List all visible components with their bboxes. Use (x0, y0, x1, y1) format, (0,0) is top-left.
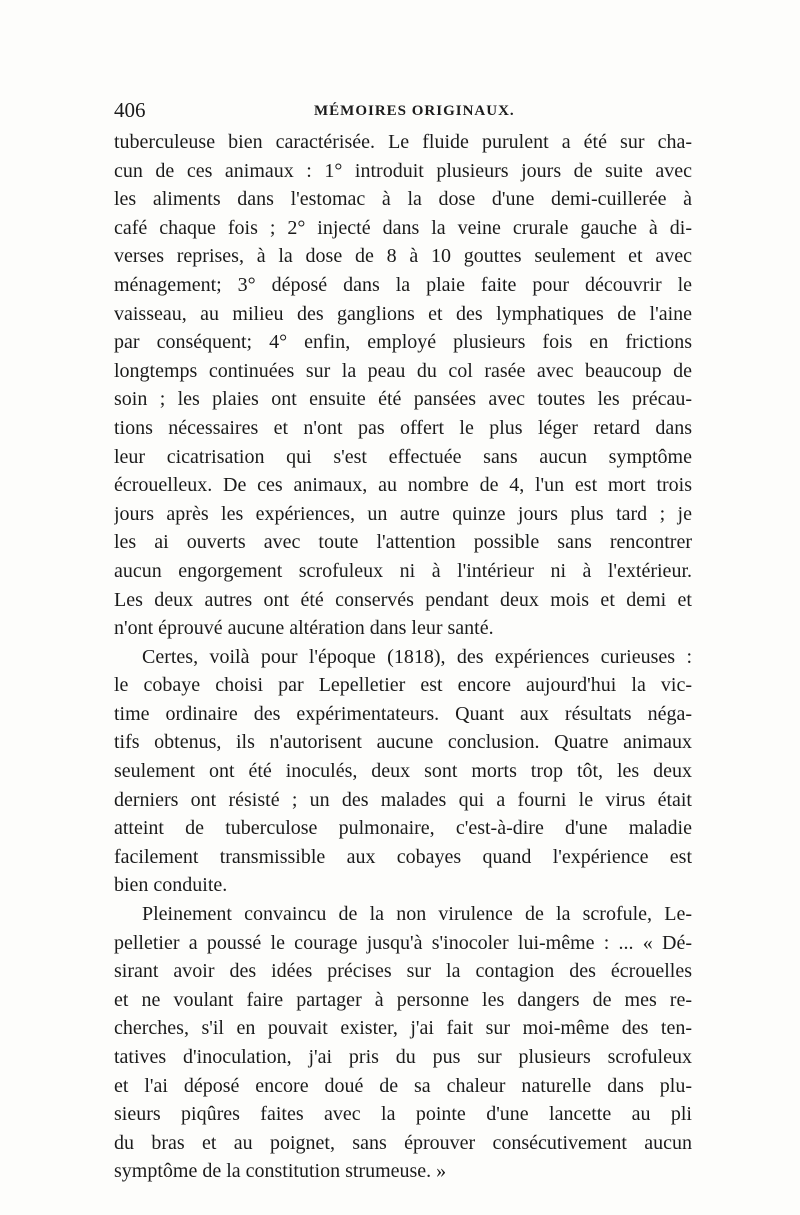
running-title: MÉMOIRES ORIGINAUX. (314, 103, 515, 119)
text-line: jours après les expériences, un autre quinze jours plus tard ; je (114, 502, 692, 525)
text-line: du bras et au poignet, sans éprouver consécutivement aucun (114, 1131, 692, 1154)
text-line: vaisseau, au milieu des ganglions et des lymphatiques de l'aine (114, 302, 692, 325)
text-line: pelletier a poussé le courage jusqu'à s'inocoler lui-même : ... « Dé- (114, 931, 692, 954)
text-line: verses reprises, à la dose de 8 à 10 gouttes seulement et avec (114, 245, 692, 268)
text-line: sieurs piqûres faites avec la pointe d'une lancette au pli (114, 1103, 692, 1126)
text-line: tatives d'inoculation, j'ai pris du pus sur plusieurs scrofuleux (114, 1046, 692, 1068)
paragraph-start-line: Certes, voilà pour l'époque (1818), des expériences curieuses : (142, 645, 692, 668)
text-line: café chaque fois ; 2° injecté dans la veine crurale gauche à di- (114, 216, 692, 239)
text-line: écrouelleux. De ces animaux, au nombre de 4, l'un est mort trois (114, 474, 692, 497)
text-line: facilement transmissible aux cobayes quand l'expérience est (114, 845, 692, 868)
text-line: cherches, s'il en pouvait exister, j'ai fait sur moi-même des ten- (114, 1017, 692, 1040)
paragraph-start-line: Pleinement convaincu de la non virulence de la scrofule, Le- (142, 903, 692, 926)
paragraph-end-line: symptôme de la constitution strumeuse. » (114, 1160, 447, 1183)
body-text (114, 128, 692, 1186)
text-line: tions nécessaires et n'ont pas offert le plus léger retard dans (114, 416, 692, 439)
text-line: leur cicatrisation qui s'est effectuée sans aucun symptôme (114, 445, 692, 468)
text-line: tuberculeuse bien caractérisée. Le fluide purulent a été sur cha- (114, 131, 692, 153)
text-line: et l'ai déposé encore doué de sa chaleur naturelle dans plu- (114, 1074, 692, 1097)
text-line: par conséquent; 4° enfin, employé plusieurs fois en frictions (114, 331, 692, 354)
running-head (114, 96, 694, 124)
text-line: Les deux autres ont été conservés pendant deux mois et demi et (114, 588, 692, 611)
text-line: sirant avoir des idées précises sur la contagion des écrouelles (114, 960, 692, 983)
paragraph-end-line: n'ont éprouvé aucune altération dans leur santé. (114, 617, 494, 640)
text-line: time ordinaire des expérimentateurs. Quant aux résultats néga- (114, 702, 692, 725)
text-line: seulement ont été inoculés, deux sont morts trop tôt, les deux (114, 760, 692, 783)
text-line: les aliments dans l'estomac à la dose d'une demi-cuillerée à (114, 188, 692, 211)
text-line: ménagement; 3° déposé dans la plaie faite pour découvrir le (114, 273, 692, 296)
text-line: soin ; les plaies ont ensuite été pansées avec toutes les précau- (114, 388, 692, 411)
text-line: derniers ont résisté ; un des malades qui a fourni le virus était (114, 788, 692, 811)
text-line: les ai ouverts avec toute l'attention possible sans rencontrer (114, 531, 692, 554)
text-line: atteint de tuberculose pulmonaire, c'est-à-dire d'une maladie (114, 817, 692, 840)
text-line: cun de ces animaux : 1° introduit plusieurs jours de suite avec (114, 159, 692, 182)
text-line: tifs obtenus, ils n'autorisent aucune conclusion. Quatre animaux (114, 731, 692, 754)
paragraph-end-line: bien conduite. (114, 874, 228, 897)
text-line: et ne voulant faire partager à personne les dangers de mes re- (114, 988, 692, 1011)
page-number: 406 (114, 98, 146, 122)
text-line: le cobaye choisi par Lepelletier est encore aujourd'hui la vic- (114, 674, 692, 697)
text-line: aucun engorgement scrofuleux ni à l'intérieur ni à l'extérieur. (114, 559, 692, 582)
text-line: longtemps continuées sur la peau du col rasée avec beaucoup de (114, 359, 692, 382)
